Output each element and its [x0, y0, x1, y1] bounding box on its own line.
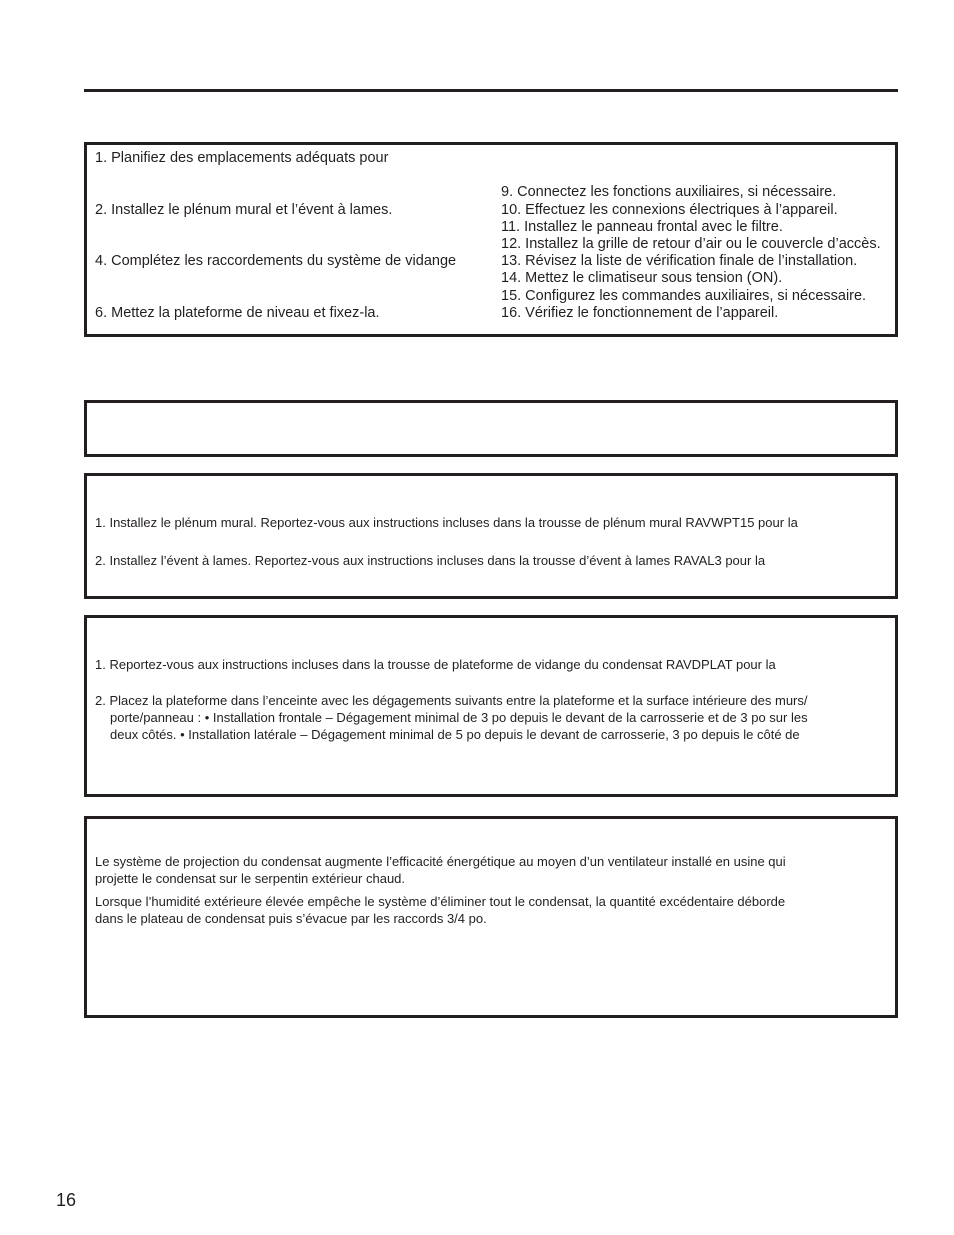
condensate-para-2-line-2: dans le plateau de condensat puis s’évacue par les raccords 3/4 po.	[95, 911, 487, 926]
condensate-para-1-line-1: Le système de projection du condensat augmente l’efficacité énergétique au moyen d’un ventilateur installé en usine qui	[95, 854, 786, 869]
plenum-step-1: 1. Installez le plénum mural. Reportez-vous aux instructions incluses dans la trousse de plénum mural RAVWPT15 pour la	[95, 515, 798, 530]
platform-step-2-line-1: 2. Placez la plateforme dans l’enceinte avec les dégagements suivants entre la plateforme et la surface intérieure des murs/	[95, 693, 808, 708]
step-13: 13. Révisez la liste de vérification finale de l’installation.	[501, 253, 858, 269]
condensate-para-1-line-2: projette le condensat sur le serpentin extérieur chaud.	[95, 871, 406, 886]
header-rule	[84, 89, 898, 92]
platform-step-1: 1. Reportez-vous aux instructions incluses dans la trousse de plateforme de vidange du condensat RAVDPLAT pour la	[95, 657, 776, 672]
condensate-system-box	[84, 816, 898, 1018]
platform-step-2-line-2: porte/panneau : • Installation frontale – Dégagement minimal de 3 po depuis le devant de la carrosserie et de 3 po sur les	[110, 710, 808, 725]
step-15: 15. Configurez les commandes auxiliaires, si nécessaire.	[501, 288, 867, 304]
condensate-para-2-line-1: Lorsque l’humidité extérieure élevée empêche le système d’éliminer tout le condensat, la quantité excédentaire déborde	[95, 894, 786, 909]
step-16: 16. Vérifiez le fonctionnement de l’appareil.	[501, 305, 779, 321]
step-10: 10. Effectuez les connexions électriques à l’appareil.	[501, 202, 838, 218]
page-number: 16	[56, 1190, 77, 1210]
step-1: 1. Planifiez des emplacements adéquats pour	[95, 150, 389, 166]
notice-box	[84, 400, 898, 457]
drain-platform-box	[84, 615, 898, 797]
step-2: 2. Installez le plénum mural et l’évent à lames.	[95, 202, 393, 218]
plenum-step-2: 2. Installez l’évent à lames. Reportez-vous aux instructions incluses dans la trousse d’évent à lames RAVAL3 pour la	[95, 553, 766, 568]
step-11: 11. Installez le panneau frontal avec le filtre.	[501, 219, 783, 235]
step-9: 9. Connectez les fonctions auxiliaires, si nécessaire.	[501, 184, 837, 200]
platform-step-2-line-3: deux côtés. • Installation latérale – Dégagement minimal de 5 po depuis le devant de carrosserie, 3 po depuis le côté de	[110, 727, 800, 742]
installation-steps-box	[84, 142, 898, 337]
step-12: 12. Installez la grille de retour d’air ou le couvercle d’accès.	[501, 236, 881, 252]
step-14: 14. Mettez le climatiseur sous tension (ON).	[501, 270, 783, 286]
step-6: 6. Mettez la plateforme de niveau et fixez-la.	[95, 305, 380, 321]
step-4: 4. Complétez les raccordements du système de vidange	[95, 253, 457, 269]
plenum-louver-box	[84, 473, 898, 599]
